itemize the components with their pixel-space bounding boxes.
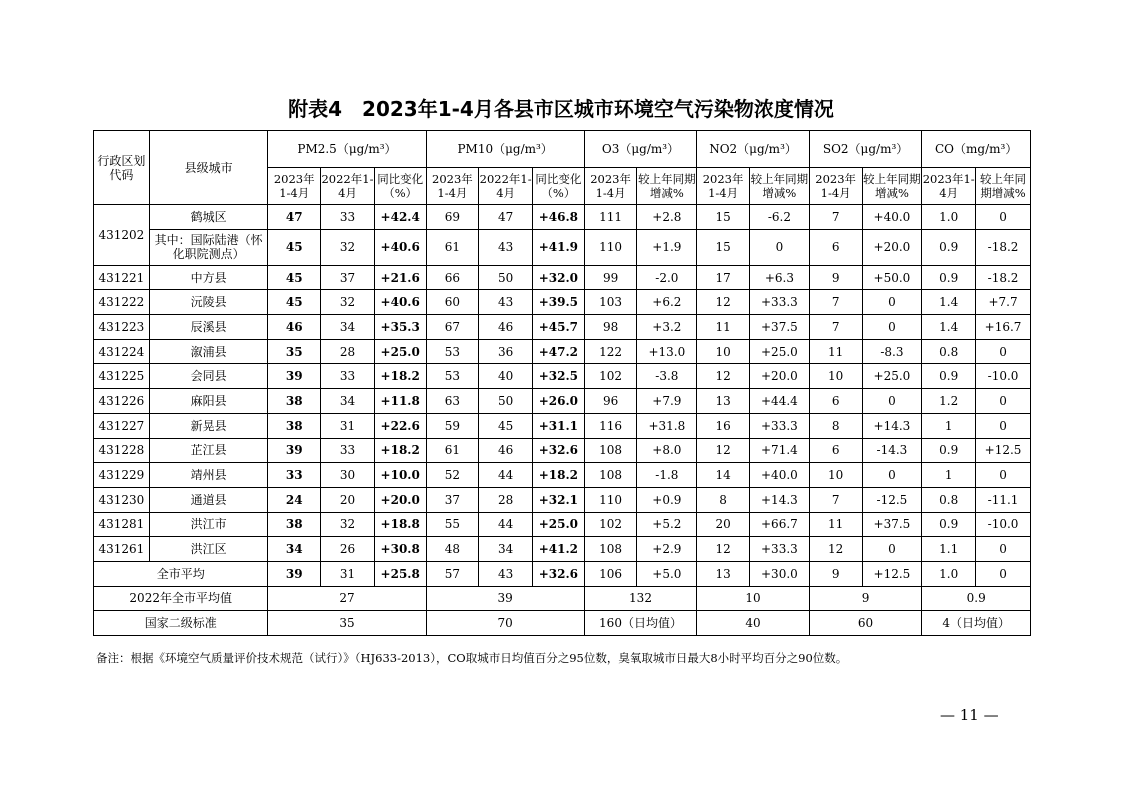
header-pm10: PM10（μg/m³）: [426, 131, 584, 168]
table-cell: 0: [976, 389, 1031, 414]
table-cell: 11: [809, 512, 862, 537]
table-cell: 45: [268, 265, 321, 290]
table-cell: 0.8: [922, 339, 976, 364]
subheader-cell: 较上年同期增减%: [862, 168, 922, 205]
table-cell: -8.3: [862, 339, 922, 364]
table-cell: +6.3: [749, 265, 809, 290]
table-cell: 431226: [94, 389, 150, 414]
table-cell: +32.6: [533, 561, 585, 586]
table-cell: 132: [584, 586, 697, 611]
table-row: [94, 290, 1031, 315]
table-cell: -18.2: [976, 229, 1031, 265]
table-cell: 0.9: [922, 438, 976, 463]
table-row: [94, 438, 1031, 463]
table-cell: -11.1: [976, 487, 1031, 512]
table-cell: 53: [426, 364, 479, 389]
table-cell: +14.3: [749, 487, 809, 512]
table-cell: 431227: [94, 413, 150, 438]
table-cell: +39.5: [533, 290, 585, 315]
table-cell: 108: [584, 438, 637, 463]
table-cell: +6.2: [637, 290, 697, 315]
table-cell: +22.6: [374, 413, 426, 438]
subheader-cell: 较上年同期增减%: [749, 168, 809, 205]
table-cell: 44: [479, 463, 533, 488]
standard-row: [94, 611, 1031, 636]
table-cell: 13: [697, 561, 750, 586]
table-cell: +40.6: [374, 229, 426, 265]
subheader-cell: 较上年同期增减%: [637, 168, 697, 205]
table-cell: 20: [697, 512, 750, 537]
table-cell: +44.4: [749, 389, 809, 414]
table-cell: 12: [697, 537, 750, 562]
table-cell: 431228: [94, 438, 150, 463]
table-cell: 32: [321, 229, 375, 265]
table-cell: 106: [584, 561, 637, 586]
table-row: [94, 265, 1031, 290]
table-cell: -12.5: [862, 487, 922, 512]
table-cell: +46.8: [533, 205, 585, 230]
table-cell: 34: [268, 537, 321, 562]
subheader-cell: 2022年1-4月: [479, 168, 533, 205]
table-cell: +33.3: [749, 290, 809, 315]
table-row: [94, 463, 1031, 488]
table-cell: 20: [321, 487, 375, 512]
table-cell: +18.2: [374, 438, 426, 463]
table-cell: 24: [268, 487, 321, 512]
table-cell: 10: [809, 463, 862, 488]
table-cell: -6.2: [749, 205, 809, 230]
table-cell: 34: [321, 389, 375, 414]
document-title: 附表4 2023年1-4月各县市区城市环境空气污染物浓度情况: [288, 97, 834, 121]
page-number: — 11 —: [940, 706, 999, 724]
table-cell: 通道县: [149, 487, 268, 512]
table-cell: 431222: [94, 290, 150, 315]
table-cell: +0.9: [637, 487, 697, 512]
table-cell: 7: [809, 205, 862, 230]
table-cell: 39: [268, 438, 321, 463]
table-cell: 43: [479, 229, 533, 265]
table-cell: +12.5: [976, 438, 1031, 463]
subheader-cell: 同比变化（%）: [374, 168, 426, 205]
table-cell: 52: [426, 463, 479, 488]
table-cell: 0: [976, 537, 1031, 562]
table-cell: 麻阳县: [149, 389, 268, 414]
table-cell: 12: [697, 290, 750, 315]
table-cell: +66.7: [749, 512, 809, 537]
table-cell: 431230: [94, 487, 150, 512]
subheader-cell: 2023年1-4月: [809, 168, 862, 205]
table-cell: +40.0: [749, 463, 809, 488]
table-cell: 39: [426, 586, 584, 611]
table-cell: 32: [321, 290, 375, 315]
table-cell: 30: [321, 463, 375, 488]
table-cell: 0: [976, 413, 1031, 438]
subheader-cell: 2023年1-4月: [268, 168, 321, 205]
table-row: [94, 339, 1031, 364]
table-cell: 1.0: [922, 205, 976, 230]
subheader-cell: 2022年1-4月: [321, 168, 375, 205]
table-cell: 37: [321, 265, 375, 290]
table-cell: 70: [426, 611, 584, 636]
table-cell: +45.7: [533, 315, 585, 340]
table-cell: 0: [862, 389, 922, 414]
table-cell: 39: [268, 561, 321, 586]
table-cell: 46: [268, 315, 321, 340]
table-cell: 53: [426, 339, 479, 364]
header-co: CO（mg/m³）: [922, 131, 1031, 168]
table-cell: 26: [321, 537, 375, 562]
table-cell: 431229: [94, 463, 150, 488]
table-row: [94, 205, 1031, 230]
table-cell: +32.6: [533, 438, 585, 463]
average-row: [94, 561, 1031, 586]
table-cell: 0.9: [922, 364, 976, 389]
table-cell: 0: [749, 229, 809, 265]
table-cell: +3.2: [637, 315, 697, 340]
table-cell: +37.5: [749, 315, 809, 340]
table-cell: 0.9: [922, 512, 976, 537]
table-cell: 16: [697, 413, 750, 438]
table-cell: 国家二级标准: [94, 611, 268, 636]
table-cell: +18.2: [374, 364, 426, 389]
table-cell: +11.8: [374, 389, 426, 414]
table-cell: 40: [697, 611, 810, 636]
table-cell: 2022年全市平均值: [94, 586, 268, 611]
table-cell: +25.0: [749, 339, 809, 364]
table-cell: 15: [697, 229, 750, 265]
table-cell: +40.6: [374, 290, 426, 315]
table-cell: 67: [426, 315, 479, 340]
table-cell: 43: [479, 561, 533, 586]
table-cell: -3.8: [637, 364, 697, 389]
table-row: [94, 229, 1031, 265]
table-cell: 46: [479, 315, 533, 340]
table-cell: 50: [479, 265, 533, 290]
table-row: [94, 512, 1031, 537]
table-cell: +20.0: [862, 229, 922, 265]
table-cell: 108: [584, 463, 637, 488]
table-cell: 116: [584, 413, 637, 438]
table-cell: 0.9: [922, 586, 1031, 611]
table-cell: 99: [584, 265, 637, 290]
table-cell: 122: [584, 339, 637, 364]
table-cell: -2.0: [637, 265, 697, 290]
table-cell: 31: [321, 561, 375, 586]
table-cell: 48: [426, 537, 479, 562]
table-cell: 12: [697, 364, 750, 389]
table-cell: 洪江市: [149, 512, 268, 537]
table-cell: +47.2: [533, 339, 585, 364]
table-cell: +33.3: [749, 537, 809, 562]
table-cell: 38: [268, 413, 321, 438]
table-cell: 61: [426, 438, 479, 463]
table-cell: +42.4: [374, 205, 426, 230]
table-cell: -14.3: [862, 438, 922, 463]
table-cell: 96: [584, 389, 637, 414]
table-cell: +5.2: [637, 512, 697, 537]
table-cell: 其中：国际陆港（怀化职院测点）: [149, 229, 268, 265]
table-cell: 37: [426, 487, 479, 512]
table-cell: +25.0: [862, 364, 922, 389]
table-cell: 中方县: [149, 265, 268, 290]
subheader-cell: 2023年1-4月: [426, 168, 479, 205]
table-cell: 431225: [94, 364, 150, 389]
table-cell: 12: [809, 537, 862, 562]
table-cell: 13: [697, 389, 750, 414]
table-cell: 60: [809, 611, 922, 636]
table-cell: 63: [426, 389, 479, 414]
table-cell: +32.1: [533, 487, 585, 512]
table-cell: 60: [426, 290, 479, 315]
table-row: [94, 315, 1031, 340]
table-cell: 102: [584, 364, 637, 389]
table-cell: 108: [584, 537, 637, 562]
table-cell: 会同县: [149, 364, 268, 389]
table-cell: +37.5: [862, 512, 922, 537]
table-cell: +2.9: [637, 537, 697, 562]
table-cell: 1.4: [922, 290, 976, 315]
header-code: 行政区划代码: [94, 131, 150, 205]
footnote: 备注：根据《环境空气质量评价技术规范（试行）》（HJ633-2013），CO取城市日均值百分之95位数，臭氧取城市日最大8小时平均百分之90位数。: [96, 651, 848, 665]
subheader-cell: 2023年1-4月: [922, 168, 976, 205]
table-cell: 0: [862, 537, 922, 562]
table-cell: 0.8: [922, 487, 976, 512]
table-cell: 40: [479, 364, 533, 389]
table-cell: +26.0: [533, 389, 585, 414]
table-cell: 10: [697, 339, 750, 364]
table-cell: 35: [268, 611, 426, 636]
table-cell: +10.0: [374, 463, 426, 488]
table-cell: 6: [809, 389, 862, 414]
table-cell: 0: [862, 463, 922, 488]
table-cell: 35: [268, 339, 321, 364]
table-cell: 1: [922, 463, 976, 488]
table-cell: 11: [809, 339, 862, 364]
table-cell: 55: [426, 512, 479, 537]
table-cell: 431221: [94, 265, 150, 290]
table-cell: +12.5: [862, 561, 922, 586]
table-cell: +5.0: [637, 561, 697, 586]
table-cell: 43: [479, 290, 533, 315]
table-cell: 0: [862, 315, 922, 340]
table-cell: 7: [809, 290, 862, 315]
table-cell: 50: [479, 389, 533, 414]
table-cell: +41.9: [533, 229, 585, 265]
table-cell: 7: [809, 315, 862, 340]
subheader-cell: 2023年1-4月: [584, 168, 637, 205]
table-cell: 6: [809, 229, 862, 265]
table-cell: 全市平均: [94, 561, 268, 586]
table-cell: 36: [479, 339, 533, 364]
table-cell: 鹤城区: [149, 205, 268, 230]
table-cell: 芷江县: [149, 438, 268, 463]
table-cell: 9: [809, 586, 922, 611]
table-cell: +2.8: [637, 205, 697, 230]
table-cell: 431202: [94, 205, 150, 266]
table-cell: +31.8: [637, 413, 697, 438]
table-cell: 38: [268, 389, 321, 414]
table-cell: +8.0: [637, 438, 697, 463]
table-cell: 0: [976, 463, 1031, 488]
table-cell: 10: [697, 586, 810, 611]
table-cell: 0: [862, 290, 922, 315]
table-cell: 110: [584, 487, 637, 512]
table-cell: 33: [268, 463, 321, 488]
table-cell: 28: [321, 339, 375, 364]
table-cell: +41.2: [533, 537, 585, 562]
table-cell: 431261: [94, 537, 150, 562]
table-cell: -10.0: [976, 512, 1031, 537]
subheader-cell: 同比变化（%）: [533, 168, 585, 205]
table-cell: +18.2: [533, 463, 585, 488]
table-cell: -1.8: [637, 463, 697, 488]
table-cell: 新晃县: [149, 413, 268, 438]
table-cell: 59: [426, 413, 479, 438]
table-cell: +25.0: [374, 339, 426, 364]
table-row: [94, 537, 1031, 562]
table-cell: +71.4: [749, 438, 809, 463]
table-cell: +14.3: [862, 413, 922, 438]
table-cell: 沅陵县: [149, 290, 268, 315]
table-cell: 34: [479, 537, 533, 562]
table-cell: 靖州县: [149, 463, 268, 488]
table-row: [94, 389, 1031, 414]
header-pm25: PM2.5（μg/m³）: [268, 131, 426, 168]
table-cell: 0: [976, 205, 1031, 230]
table-cell: +7.7: [976, 290, 1031, 315]
table-cell: +35.3: [374, 315, 426, 340]
table-cell: 45: [268, 229, 321, 265]
table-cell: 103: [584, 290, 637, 315]
table-cell: 102: [584, 512, 637, 537]
subheader-cell: 较上年同期增减%: [976, 168, 1031, 205]
table-cell: +18.8: [374, 512, 426, 537]
table-cell: +7.9: [637, 389, 697, 414]
table-cell: 39: [268, 364, 321, 389]
table-cell: 0: [976, 339, 1031, 364]
table-cell: 66: [426, 265, 479, 290]
table-cell: 61: [426, 229, 479, 265]
table-cell: 8: [809, 413, 862, 438]
table-cell: 6: [809, 438, 862, 463]
year-2022-row: [94, 586, 1031, 611]
table-cell: 4（日均值）: [922, 611, 1031, 636]
table-cell: 47: [479, 205, 533, 230]
table-cell: 111: [584, 205, 637, 230]
table-cell: +25.8: [374, 561, 426, 586]
table-cell: 69: [426, 205, 479, 230]
table-cell: 47: [268, 205, 321, 230]
table-cell: 38: [268, 512, 321, 537]
table-cell: 431224: [94, 339, 150, 364]
table-cell: +50.0: [862, 265, 922, 290]
table-cell: 110: [584, 229, 637, 265]
table-cell: 1.2: [922, 389, 976, 414]
table-cell: 9: [809, 265, 862, 290]
table-cell: 160（日均值）: [584, 611, 697, 636]
table-cell: 0.9: [922, 229, 976, 265]
table-cell: +16.7: [976, 315, 1031, 340]
header-city: 县级城市: [149, 131, 268, 205]
table-cell: 31: [321, 413, 375, 438]
table-cell: +31.1: [533, 413, 585, 438]
subheader-cell: 2023年1-4月: [697, 168, 750, 205]
table-cell: +21.6: [374, 265, 426, 290]
table-cell: 33: [321, 364, 375, 389]
table-cell: 溆浦县: [149, 339, 268, 364]
table-cell: +20.0: [749, 364, 809, 389]
table-cell: +33.3: [749, 413, 809, 438]
table-cell: 46: [479, 438, 533, 463]
table-cell: -18.2: [976, 265, 1031, 290]
table-cell: 7: [809, 487, 862, 512]
table-cell: 17: [697, 265, 750, 290]
table-cell: 45: [479, 413, 533, 438]
table-row: [94, 487, 1031, 512]
table-cell: 14: [697, 463, 750, 488]
table-cell: 44: [479, 512, 533, 537]
table-cell: 98: [584, 315, 637, 340]
table-cell: 0.9: [922, 265, 976, 290]
table-cell: 32: [321, 512, 375, 537]
table-cell: 12: [697, 438, 750, 463]
table-cell: 0: [976, 561, 1031, 586]
table-cell: 辰溪县: [149, 315, 268, 340]
table-cell: 洪江区: [149, 537, 268, 562]
table-cell: +1.9: [637, 229, 697, 265]
table-cell: +25.0: [533, 512, 585, 537]
table-cell: 33: [321, 438, 375, 463]
table-cell: 34: [321, 315, 375, 340]
table-cell: 57: [426, 561, 479, 586]
table-cell: +30.8: [374, 537, 426, 562]
table-cell: +30.0: [749, 561, 809, 586]
header-so2: SO2（μg/m³）: [809, 131, 922, 168]
header-o3: O3（μg/m³）: [584, 131, 697, 168]
table-cell: 1.4: [922, 315, 976, 340]
table-cell: +32.5: [533, 364, 585, 389]
table-cell: 10: [809, 364, 862, 389]
table-cell: 8: [697, 487, 750, 512]
table-cell: 11: [697, 315, 750, 340]
table-row: [94, 364, 1031, 389]
table-cell: 1.0: [922, 561, 976, 586]
table-row: [94, 413, 1031, 438]
table-cell: +40.0: [862, 205, 922, 230]
air-quality-table: [93, 130, 1031, 636]
table-cell: 431281: [94, 512, 150, 537]
table-cell: 27: [268, 586, 426, 611]
table-cell: 33: [321, 205, 375, 230]
table-cell: 45: [268, 290, 321, 315]
table-cell: 1: [922, 413, 976, 438]
table-cell: 28: [479, 487, 533, 512]
table-cell: 431223: [94, 315, 150, 340]
header-no2: NO2（μg/m³）: [697, 131, 810, 168]
table-cell: +13.0: [637, 339, 697, 364]
table-cell: +20.0: [374, 487, 426, 512]
table-cell: +32.0: [533, 265, 585, 290]
table-cell: 9: [809, 561, 862, 586]
table-cell: -10.0: [976, 364, 1031, 389]
table-cell: 15: [697, 205, 750, 230]
table-cell: 1.1: [922, 537, 976, 562]
